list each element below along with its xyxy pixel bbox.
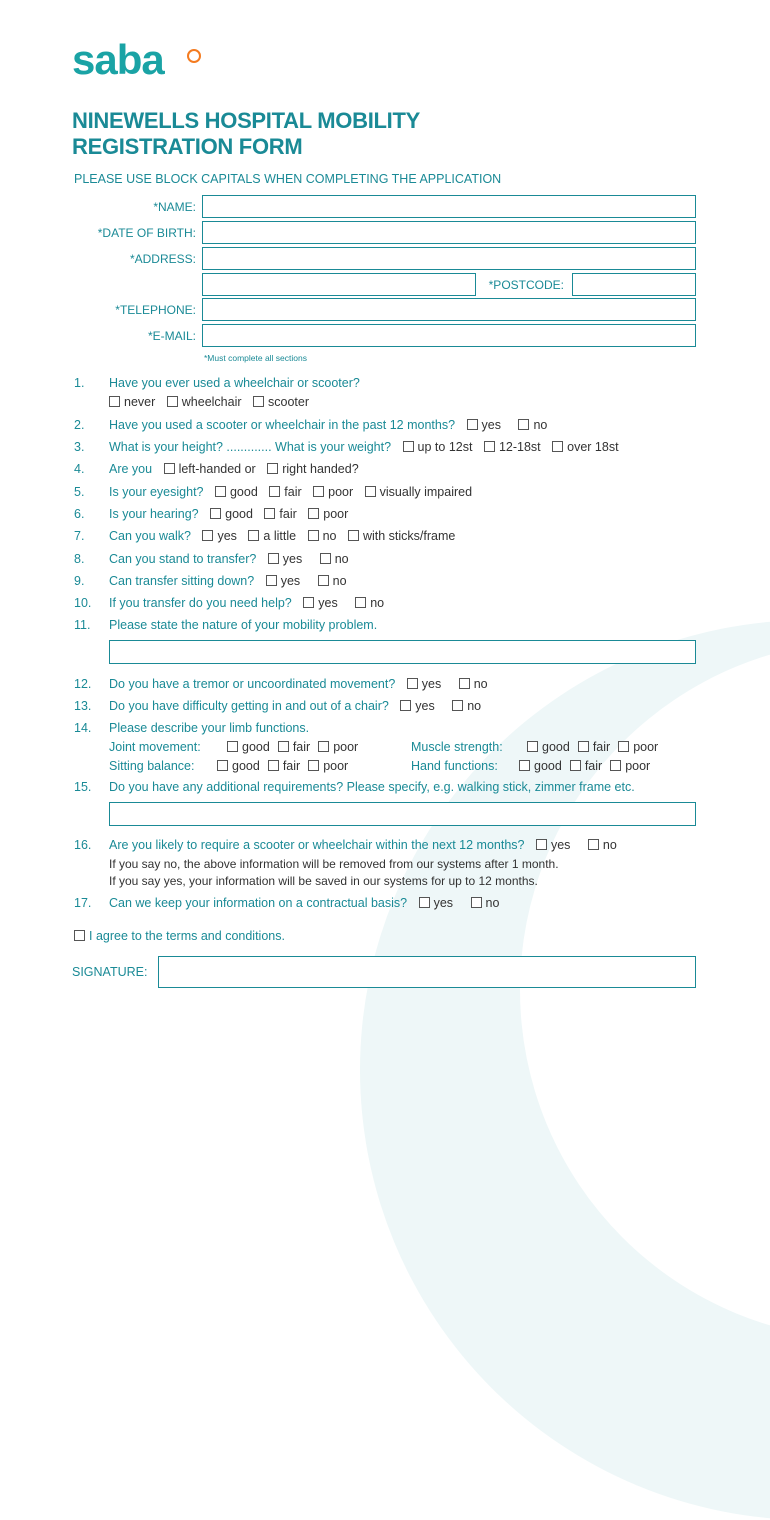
checkbox-yes[interactable] — [407, 678, 418, 689]
signature-label: SIGNATURE: — [72, 965, 148, 979]
checkbox-yes[interactable] — [266, 575, 277, 586]
checkbox-right-handed[interactable] — [267, 463, 278, 474]
question-6: 6. Is your hearing? good fair poor — [74, 507, 349, 521]
question-2: 2. Have you used a scooter or wheelchair in the past 12 months? yes no — [74, 418, 548, 432]
checkbox-fair[interactable] — [268, 760, 279, 771]
dob-label: *DATE OF BIRTH: — [97, 226, 196, 240]
checkbox-no[interactable] — [355, 597, 366, 608]
email-field[interactable] — [202, 324, 696, 347]
checkbox-poor[interactable] — [308, 508, 319, 519]
question-16: 16. Are you likely to require a scooter or wheelchair within the next 12 months? yes no — [74, 838, 617, 852]
name-label: *NAME: — [153, 200, 196, 214]
logo-dot-icon — [187, 49, 201, 63]
checkbox-poor[interactable] — [308, 760, 319, 771]
email-label: *E-MAIL: — [147, 329, 196, 343]
checkbox-fair[interactable] — [578, 741, 589, 752]
checkbox-wheelchair[interactable] — [167, 396, 178, 407]
checkbox-poor[interactable] — [618, 741, 629, 752]
question-5: 5. Is your eyesight? good fair poor visually impaired — [74, 485, 473, 499]
question-9: 9. Can transfer sitting down? yes no — [74, 574, 347, 588]
checkbox-yes[interactable] — [467, 419, 478, 430]
sitting-balance-row: Sitting balance: good fair poor — [109, 759, 349, 773]
question-16-note-2: If you say yes, your information will be saved in our systems for up to 12 months. — [109, 874, 538, 888]
hand-functions-row: Hand functions: good fair poor — [411, 759, 651, 773]
checkbox-yes[interactable] — [268, 553, 279, 564]
checkbox-no[interactable] — [318, 575, 329, 586]
checkbox-12-18st[interactable] — [484, 441, 495, 452]
checkbox-visually-impaired[interactable] — [365, 486, 376, 497]
additional-requirements-field[interactable] — [109, 802, 696, 826]
postcode-label: *POSTCODE: — [488, 278, 564, 292]
checkbox-scooter[interactable] — [253, 396, 264, 407]
checkbox-good[interactable] — [527, 741, 538, 752]
signature-field[interactable] — [158, 956, 696, 988]
must-complete-note: *Must complete all sections — [204, 353, 307, 363]
question-10: 10. If you transfer do you need help? yes no — [74, 596, 385, 610]
question-17: 17. Can we keep your information on a contractual basis? yes no — [74, 896, 500, 910]
checkbox-over-18st[interactable] — [552, 441, 563, 452]
question-3: 3. What is your height? ............. What is your weight? up to 12st 12-18st over 18st — [74, 440, 619, 454]
checkbox-fair[interactable] — [269, 486, 280, 497]
checkbox-agree-terms[interactable] — [74, 930, 85, 941]
telephone-field[interactable] — [202, 298, 696, 321]
checkbox-never[interactable] — [109, 396, 120, 407]
checkbox-good[interactable] — [519, 760, 530, 771]
question-1-options: never wheelchair scooter — [101, 395, 309, 409]
telephone-label: *TELEPHONE: — [115, 303, 196, 317]
checkbox-good[interactable] — [210, 508, 221, 519]
question-7: 7. Can you walk? yes a little no with sticks/frame — [74, 529, 456, 543]
checkbox-up-to-12st[interactable] — [403, 441, 414, 452]
checkbox-no[interactable] — [459, 678, 470, 689]
checkbox-fair[interactable] — [570, 760, 581, 771]
checkbox-yes[interactable] — [400, 700, 411, 711]
checkbox-no[interactable] — [452, 700, 463, 711]
checkbox-yes[interactable] — [419, 897, 430, 908]
joint-movement-row: Joint movement: good fair poor — [109, 740, 359, 754]
checkbox-yes[interactable] — [536, 839, 547, 850]
muscle-strength-row: Muscle strength: good fair poor — [411, 740, 659, 754]
question-15: 15. Do you have any additional requirements? Please specify, e.g. walking stick, zimmer frame etc. — [74, 780, 635, 794]
agree-terms-row: I agree to the terms and conditions. — [66, 929, 285, 943]
checkbox-no[interactable] — [518, 419, 529, 430]
question-1: 1. Have you ever used a wheelchair or scooter? — [74, 376, 360, 390]
question-11: 11. Please state the nature of your mobility problem. — [74, 618, 378, 632]
checkbox-good[interactable] — [215, 486, 226, 497]
checkbox-no[interactable] — [308, 530, 319, 541]
question-14: 14. Please describe your limb functions. — [74, 721, 310, 735]
checkbox-poor[interactable] — [610, 760, 621, 771]
checkbox-no[interactable] — [471, 897, 482, 908]
question-13: 13. Do you have difficulty getting in and out of a chair? yes no — [74, 699, 482, 713]
question-12: 12. Do you have a tremor or uncoordinated movement? yes no — [74, 677, 488, 691]
address-label: *ADDRESS: — [129, 252, 196, 266]
checkbox-yes[interactable] — [303, 597, 314, 608]
form-title: NINEWELLS HOSPITAL MOBILITY REGISTRATION FORM — [72, 108, 420, 159]
checkbox-yes[interactable] — [202, 530, 213, 541]
saba-logo: saba — [72, 36, 164, 83]
address-field-1[interactable] — [202, 247, 696, 270]
checkbox-with-sticks[interactable] — [348, 530, 359, 541]
checkbox-a-little[interactable] — [248, 530, 259, 541]
question-4: 4. Are you left-handed or right handed? — [74, 462, 359, 476]
dob-field[interactable] — [202, 221, 696, 244]
checkbox-fair[interactable] — [264, 508, 275, 519]
postcode-field[interactable] — [572, 273, 696, 296]
checkbox-no[interactable] — [588, 839, 599, 850]
checkbox-good[interactable] — [217, 760, 228, 771]
checkbox-poor[interactable] — [313, 486, 324, 497]
checkbox-good[interactable] — [227, 741, 238, 752]
mobility-problem-field[interactable] — [109, 640, 696, 664]
checkbox-fair[interactable] — [278, 741, 289, 752]
checkbox-poor[interactable] — [318, 741, 329, 752]
checkbox-left-handed[interactable] — [164, 463, 175, 474]
question-16-note-1: If you say no, the above information will be removed from our systems after 1 month. — [109, 857, 559, 871]
question-8: 8. Can you stand to transfer? yes no — [74, 552, 349, 566]
instruction-text: PLEASE USE BLOCK CAPITALS WHEN COMPLETING THE APPLICATION — [74, 172, 502, 186]
name-field[interactable] — [202, 195, 696, 218]
checkbox-no[interactable] — [320, 553, 331, 564]
